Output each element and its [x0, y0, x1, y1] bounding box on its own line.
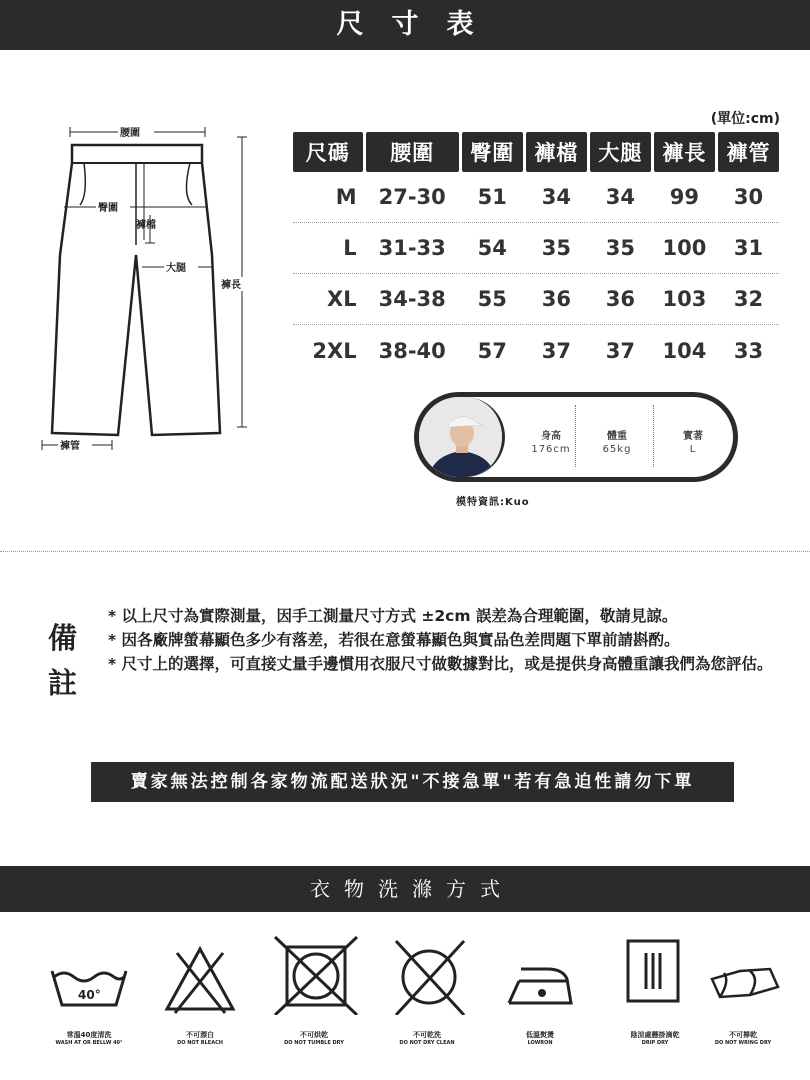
table-cell: 32 — [718, 274, 779, 325]
table-cell: 31 — [718, 223, 779, 274]
section-divider — [0, 551, 810, 552]
table-cell: 31-33 — [366, 223, 459, 274]
col-hem: 褲管 — [718, 132, 779, 172]
care-label-cn: 不可漂白 — [186, 1031, 214, 1039]
stat-divider — [575, 405, 576, 467]
table-row — [293, 325, 779, 376]
unit-label: (單位:cm) — [710, 111, 780, 127]
col-length: 褲長 — [654, 132, 715, 172]
care-title: 衣物洗滌方式 — [310, 877, 514, 901]
col-rise: 褲檔 — [526, 132, 587, 172]
page-title-bar — [0, 0, 810, 50]
model-wear-value: L — [689, 444, 697, 455]
model-weight-stat — [581, 427, 653, 455]
table-row — [293, 223, 779, 274]
no-tumble-dry-icon — [257, 935, 371, 1015]
diagram-length-label: 褲長 — [221, 280, 241, 291]
table-cell: L — [293, 223, 363, 274]
diagram-hem-label: 褲管 — [60, 441, 80, 452]
stat-divider — [653, 405, 654, 467]
care-title-bar — [0, 866, 810, 912]
no-bleach-icon — [143, 935, 257, 1015]
diagram-waist-label: 腰圍 — [120, 128, 140, 139]
care-label-cn: 陰涼處懸掛滴乾 — [630, 1031, 680, 1039]
model-photo — [419, 397, 505, 477]
table-cell: 104 — [662, 338, 707, 363]
model-weight-value: 65kg — [602, 444, 632, 455]
table-cell: 57 — [477, 338, 507, 363]
note-item: * 以上尺寸為實際測量，因手工測量尺寸方式 ±2cm 誤差為合理範圍，敬請見諒。 — [108, 607, 678, 625]
care-label-cn: 低溫熨燙 — [526, 1031, 554, 1039]
table-cell: 103 — [654, 274, 715, 325]
table-cell: 100 — [654, 223, 715, 274]
table-cell: 54 — [462, 223, 523, 274]
care-label-cn: 不可乾洗 — [413, 1031, 441, 1039]
table-cell: XL — [293, 274, 363, 325]
care-label-cn: 常溫40度清洗 — [66, 1031, 112, 1039]
table-cell: 2XL — [312, 338, 357, 363]
care-label-cn: 不可擰乾 — [729, 1031, 757, 1039]
note-item: * 因各廠牌螢幕顯色多少有落差，若很在意螢幕顯色與實品色差問題下單前請斟酌。 — [108, 631, 680, 649]
table-cell: 38-40 — [378, 338, 446, 363]
care-label-cn: 不可烘乾 — [300, 1031, 328, 1039]
wash-40-icon — [32, 935, 146, 1015]
model-height-label: 身高 — [541, 431, 561, 442]
care-label-en: DO NOT BLEACH — [177, 1040, 223, 1046]
table-cell: 34-38 — [366, 274, 459, 325]
table-cell: 36 — [526, 274, 587, 325]
page-title: 尺寸表 — [336, 9, 502, 40]
table-cell: 37 — [541, 338, 571, 363]
table-cell: 27-30 — [366, 172, 459, 223]
care-label-en: WASH AT OR BELLW 40° — [55, 1040, 123, 1046]
table-cell: 35 — [590, 223, 651, 274]
pants-diagram — [30, 115, 280, 460]
col-waist: 腰圍 — [366, 132, 459, 172]
warning-banner: 賣家無法控制各家物流配送狀況"不接急單"若有急迫性請勿下單 — [91, 762, 734, 802]
table-cell: 36 — [590, 274, 651, 325]
table-row — [293, 274, 779, 325]
care-label-en: DO NOT TUMBLE DRY — [284, 1040, 344, 1046]
model-wear-stat — [657, 427, 729, 455]
iron-low-icon — [483, 935, 597, 1015]
table-cell: M — [293, 172, 363, 223]
col-size: 尺碼 — [293, 132, 363, 172]
diagram-rise-label: 褲檔 — [136, 220, 156, 231]
table-cell: 51 — [462, 172, 523, 223]
wash-temp-label: 40° — [78, 988, 101, 1002]
care-label-en: DRIP DRY — [641, 1040, 669, 1046]
table-cell: 37 — [605, 338, 635, 363]
table-cell: 34 — [526, 172, 587, 223]
no-dry-clean-icon — [370, 935, 484, 1015]
care-label-en: DO NOT DRY CLEAN — [399, 1040, 455, 1046]
size-table-header — [293, 132, 779, 172]
care-label-en: DO NOT WRING DRY — [714, 1040, 772, 1046]
table-cell: 34 — [590, 172, 651, 223]
model-wear-label: 實著 — [683, 431, 703, 442]
notes-list — [108, 604, 798, 676]
table-cell: 33 — [733, 338, 764, 363]
diagram-thigh-label: 大腿 — [166, 263, 186, 274]
col-thigh: 大腿 — [590, 132, 651, 172]
notes-heading: 備註 — [48, 621, 78, 700]
col-hip: 臀圍 — [462, 132, 523, 172]
model-height-stat — [515, 427, 587, 455]
table-cell: 55 — [462, 274, 523, 325]
note-item: * 尺寸上的選擇，可直接丈量手邊慣用衣服尺寸做數據對比，或是提供身高體重讓我們為您評估。 — [108, 655, 773, 673]
model-info-card — [414, 392, 738, 482]
size-table — [290, 132, 782, 376]
diagram-hip-label: 臀圍 — [98, 203, 118, 214]
no-wring-icon — [678, 935, 792, 1015]
table-cell: 99 — [654, 172, 715, 223]
table-cell: 30 — [718, 172, 779, 223]
table-cell: 35 — [526, 223, 587, 274]
table-row — [293, 172, 779, 223]
model-caption: 模特資訊:Kuo — [456, 497, 530, 508]
model-weight-label: 體重 — [607, 431, 627, 442]
model-height-value: 176cm — [531, 444, 571, 455]
care-label-en: LOWRON — [527, 1040, 553, 1046]
